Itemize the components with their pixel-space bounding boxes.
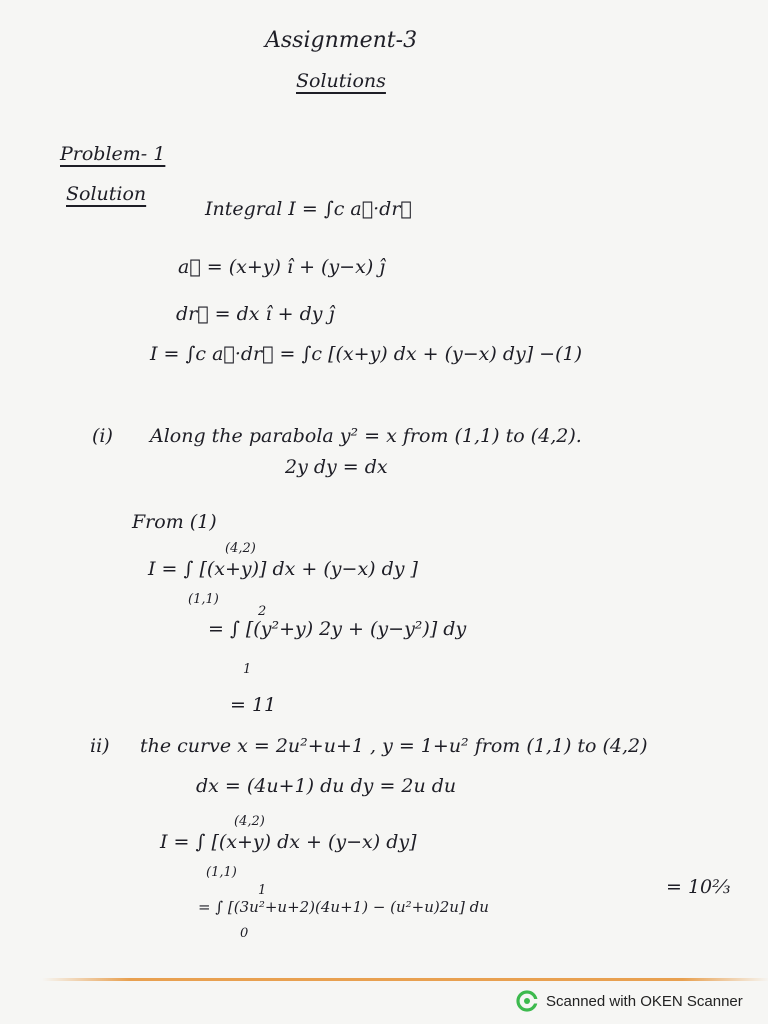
- part-i-step1: I = ∫ [(x+y)] dx + (y−x) dy ]: [148, 558, 418, 580]
- part-i-step2: = ∫ [(y²+y) 2y + (y−y²)] dy: [208, 618, 467, 640]
- problem-heading: Problem- 1: [60, 143, 166, 165]
- part-ii-step1: I = ∫ [(x+y) dx + (y−x) dy]: [160, 831, 417, 853]
- assignment-title: Assignment-3: [265, 28, 418, 53]
- part-i-derivative: 2y dy = dx: [285, 456, 388, 478]
- scanner-watermark: [516, 990, 743, 1012]
- part-ii-label: ii): [90, 735, 110, 757]
- part-ii-statement: the curve x = 2u²+u+1 , y = 1+u² from (1,1) to (4,2): [140, 735, 648, 757]
- part-ii-lower-limit: (1,1): [206, 865, 237, 880]
- part-ii-differentials: dx = (4u+1) du dy = 2u du: [196, 775, 457, 797]
- part-ii-result: = 10⅔: [666, 876, 731, 898]
- scanner-text: Scanned with OKEN Scanner: [546, 992, 743, 1010]
- part-ii-step2-lower: 0: [240, 926, 249, 941]
- part-i-step2-lower: 1: [243, 662, 252, 677]
- part-i-upper-limit: (4,2): [225, 541, 256, 556]
- part-i-step2-upper: 2: [258, 604, 267, 619]
- part-ii-upper-limit: (4,2): [234, 814, 265, 829]
- integral-expanded: I = ∫c a⃗·dr⃗ = ∫c [(x+y) dx + (y−x) dy] −(1): [150, 343, 583, 365]
- solution-label: Solution: [66, 183, 147, 205]
- page-bottom-rule: [42, 978, 768, 981]
- from-equation-note: From (1): [132, 511, 217, 533]
- part-i-lower-limit: (1,1): [188, 592, 219, 607]
- part-i-label: (i): [92, 425, 113, 447]
- part-i-statement: Along the parabola y² = x from (1,1) to (4,2).: [150, 425, 582, 447]
- part-i-result: = 11: [230, 694, 277, 716]
- dr-definition: dr⃗ = dx î + dy ĵ: [176, 303, 335, 325]
- part-ii-step2-upper: 1: [258, 883, 267, 898]
- integral-definition: Integral I = ∫c a⃗·dr⃗: [205, 198, 412, 220]
- oken-scanner-logo-icon: [516, 990, 538, 1012]
- vector-a-definition: a⃗ = (x+y) î + (y−x) ĵ: [178, 256, 386, 278]
- solutions-subtitle: Solutions: [296, 70, 386, 92]
- part-ii-step2: = ∫ [(3u²+u+2)(4u+1) − (u²+u)2u] du: [198, 898, 489, 916]
